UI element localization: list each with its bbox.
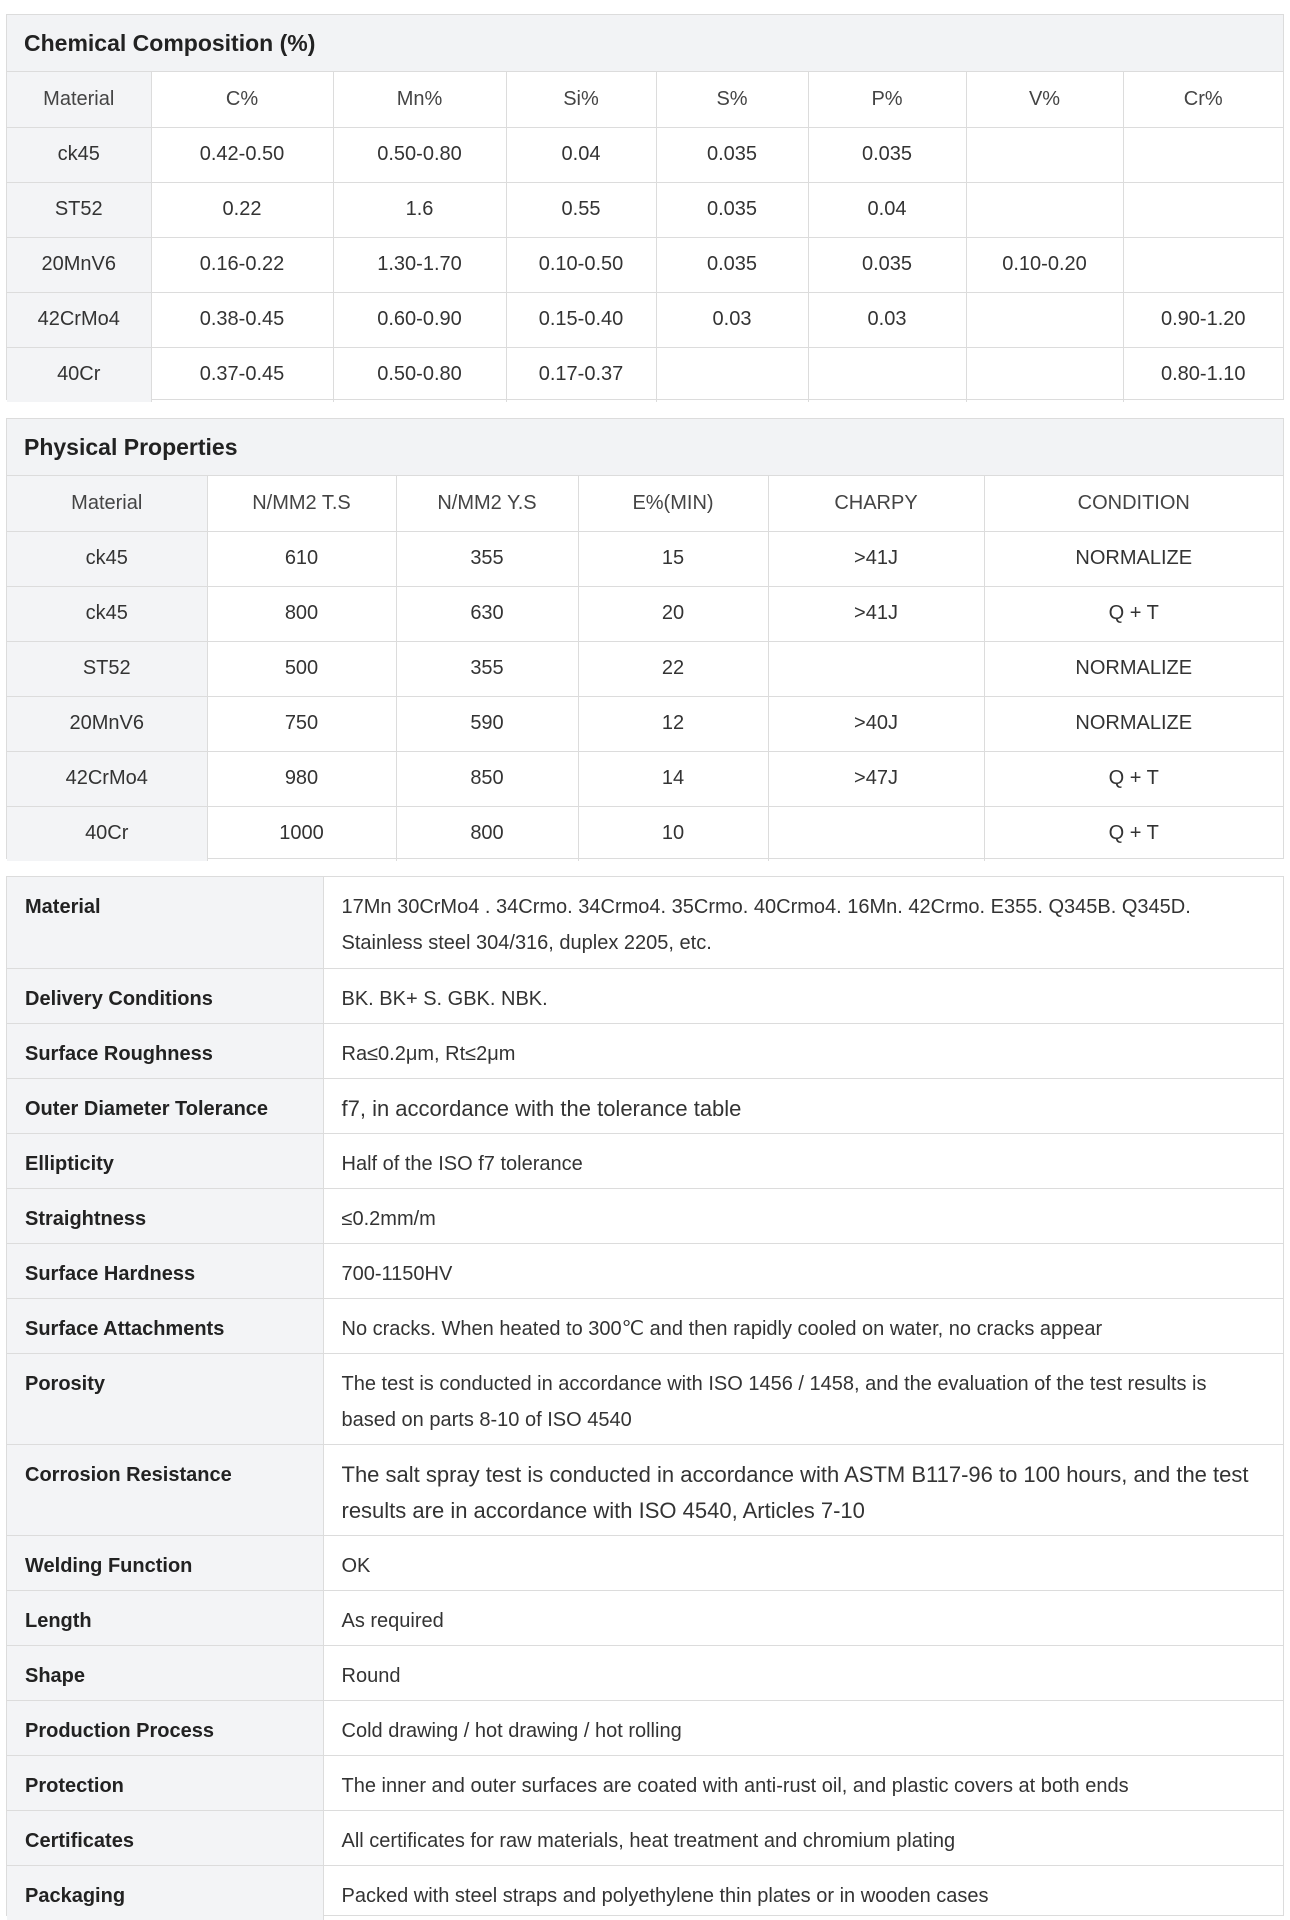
physical-material-cell: ck45 [7,531,207,586]
physical-value-cell: 15 [578,531,768,586]
chemical-header-mn: Mn% [333,72,506,127]
physical-value-cell: Q + T [984,586,1283,641]
spec-value: All certificates for raw materials, heat treatment and chromium plating [323,1810,1283,1865]
spec-label: Protection [7,1755,323,1810]
physical-properties-table [6,418,1284,859]
chemical-header-row [7,72,1283,127]
chemical-value-cell: 0.035 [808,237,966,292]
spec-row-welding-function [7,1535,1283,1590]
physical-value-cell: 800 [396,806,578,861]
spec-row-material [7,877,1283,968]
spec-row-outer-diameter-tolerance [7,1078,1283,1133]
spec-label: Corrosion Resistance [7,1444,323,1535]
physical-row [7,531,1283,586]
physical-header-condition: CONDITION [984,476,1283,531]
physical-value-cell: 500 [207,641,396,696]
spec-row-surface-attachments [7,1298,1283,1353]
physical-row [7,751,1283,806]
chemical-header-c: C% [151,72,333,127]
physical-header-e-min: E%(MIN) [578,476,768,531]
spec-value: Ra≤0.2μm, Rt≤2μm [323,1023,1283,1078]
physical-properties-title: Physical Properties [7,419,1283,476]
spec-label: Straightness [7,1188,323,1243]
spec-value: BK. BK+ S. GBK. NBK. [323,968,1283,1023]
physical-header-charpy: CHARPY [768,476,984,531]
chemical-value-cell [966,347,1123,402]
chemical-value-cell [1123,237,1283,292]
spec-label: Packaging [7,1865,323,1920]
chemical-value-cell: 0.03 [656,292,808,347]
chemical-value-cell [966,182,1123,237]
chemical-header-cr: Cr% [1123,72,1283,127]
physical-value-cell: 800 [207,586,396,641]
spec-value: The salt spray test is conducted in accordance with ASTM B117-96 to 100 hours, and the test results are in accordance with ISO 4540, Articles 7-10 [323,1444,1283,1535]
spec-row-corrosion-resistance [7,1444,1283,1535]
physical-value-cell: 10 [578,806,768,861]
chemical-header-v: V% [966,72,1123,127]
physical-header-n-mm2-y-s: N/MM2 Y.S [396,476,578,531]
chemical-value-cell: 1.6 [333,182,506,237]
physical-header-row [7,476,1283,531]
chemical-value-cell: 0.17-0.37 [506,347,656,402]
physical-value-cell: NORMALIZE [984,641,1283,696]
chemical-material-cell: ST52 [7,182,151,237]
physical-row [7,696,1283,751]
chemical-value-cell: 0.10-0.20 [966,237,1123,292]
physical-material-cell: ck45 [7,586,207,641]
physical-value-cell: 630 [396,586,578,641]
chemical-material-cell: 42CrMo4 [7,292,151,347]
chemical-value-cell: 0.035 [808,127,966,182]
spec-value: Packed with steel straps and polyethylene thin plates or in wooden cases [323,1865,1283,1920]
chemical-value-cell: 0.42-0.50 [151,127,333,182]
physical-material-cell: ST52 [7,641,207,696]
physical-value-cell: 20 [578,586,768,641]
chemical-header-p: P% [808,72,966,127]
spec-value: No cracks. When heated to 300℃ and then rapidly cooled on water, no cracks appear [323,1298,1283,1353]
spec-label: Delivery Conditions [7,968,323,1023]
physical-material-cell: 42CrMo4 [7,751,207,806]
physical-material-cell: 20MnV6 [7,696,207,751]
chemical-value-cell [808,347,966,402]
spec-label: Production Process [7,1700,323,1755]
physical-value-cell: 12 [578,696,768,751]
physical-value-cell: >41J [768,586,984,641]
spec-grid [7,877,1283,1920]
physical-value-cell [768,806,984,861]
physical-row [7,586,1283,641]
chemical-value-cell [1123,127,1283,182]
chemical-value-cell: 0.50-0.80 [333,127,506,182]
spec-row-surface-hardness [7,1243,1283,1298]
spec-row-certificates [7,1810,1283,1865]
spec-label: Surface Attachments [7,1298,323,1353]
chemical-material-cell: 40Cr [7,347,151,402]
physical-row [7,641,1283,696]
physical-row [7,806,1283,861]
physical-value-cell: 22 [578,641,768,696]
spec-value: ≤0.2mm/m [323,1188,1283,1243]
spec-row-straightness [7,1188,1283,1243]
chemical-value-cell [966,292,1123,347]
chemical-material-cell: 20MnV6 [7,237,151,292]
spec-value: Half of the ISO f7 tolerance [323,1133,1283,1188]
spec-label: Shape [7,1645,323,1700]
spec-value: The test is conducted in accordance with ISO 1456 / 1458, and the evaluation of the test results is based on parts 8-10 of ISO 4540 [323,1353,1283,1444]
spec-value: OK [323,1535,1283,1590]
physical-value-cell [768,641,984,696]
chemical-value-cell: 0.60-0.90 [333,292,506,347]
chemical-grid [7,72,1283,402]
physical-value-cell: 980 [207,751,396,806]
spec-row-shape [7,1645,1283,1700]
physical-value-cell: NORMALIZE [984,696,1283,751]
chemical-value-cell: 0.90-1.20 [1123,292,1283,347]
chemical-value-cell: 0.10-0.50 [506,237,656,292]
physical-value-cell: Q + T [984,751,1283,806]
chemical-value-cell: 0.50-0.80 [333,347,506,402]
chemical-value-cell: 0.38-0.45 [151,292,333,347]
chemical-value-cell [966,127,1123,182]
chemical-header-si: Si% [506,72,656,127]
spec-row-porosity [7,1353,1283,1444]
chemical-header-s: S% [656,72,808,127]
spec-value: As required [323,1590,1283,1645]
spec-row-surface-roughness [7,1023,1283,1078]
chemical-composition-table [6,14,1284,400]
physical-value-cell: 610 [207,531,396,586]
chemical-value-cell: 0.035 [656,127,808,182]
chemical-row [7,182,1283,237]
chemical-value-cell: 0.16-0.22 [151,237,333,292]
spec-label: Porosity [7,1353,323,1444]
physical-value-cell: 850 [396,751,578,806]
spec-label: Surface Hardness [7,1243,323,1298]
spec-value: Round [323,1645,1283,1700]
physical-header-n-mm2-t-s: N/MM2 T.S [207,476,396,531]
spec-row-packaging [7,1865,1283,1920]
spec-value: The inner and outer surfaces are coated with anti-rust oil, and plastic covers at both ends [323,1755,1283,1810]
chemical-value-cell: 0.03 [808,292,966,347]
chemical-value-cell: 0.80-1.10 [1123,347,1283,402]
chemical-value-cell: 0.035 [656,182,808,237]
spec-label: Certificates [7,1810,323,1865]
physical-value-cell: 14 [578,751,768,806]
physical-value-cell: 590 [396,696,578,751]
chemical-value-cell: 0.035 [656,237,808,292]
physical-value-cell: 1000 [207,806,396,861]
specifications-table [6,876,1284,1916]
chemical-value-cell: 0.04 [506,127,656,182]
physical-value-cell: 355 [396,641,578,696]
chemical-row [7,292,1283,347]
physical-value-cell: >41J [768,531,984,586]
physical-value-cell: >40J [768,696,984,751]
spec-row-length [7,1590,1283,1645]
spec-row-production-process [7,1700,1283,1755]
chemical-composition-title: Chemical Composition (%) [7,15,1283,72]
spec-value: Cold drawing / hot drawing / hot rolling [323,1700,1283,1755]
spec-label: Surface Roughness [7,1023,323,1078]
chemical-value-cell: 0.04 [808,182,966,237]
spec-value: 700-1150HV [323,1243,1283,1298]
chemical-value-cell: 0.37-0.45 [151,347,333,402]
chemical-value-cell: 0.22 [151,182,333,237]
physical-grid [7,476,1283,861]
chemical-value-cell: 0.55 [506,182,656,237]
chemical-header-material: Material [7,72,151,127]
spec-label: Welding Function [7,1535,323,1590]
physical-value-cell: 750 [207,696,396,751]
physical-value-cell: NORMALIZE [984,531,1283,586]
physical-value-cell: Q + T [984,806,1283,861]
chemical-value-cell [1123,182,1283,237]
chemical-row [7,347,1283,402]
spec-row-delivery-conditions [7,968,1283,1023]
physical-value-cell: >47J [768,751,984,806]
chemical-row [7,237,1283,292]
chemical-material-cell: ck45 [7,127,151,182]
physical-header-material: Material [7,476,207,531]
spec-value: f7, in accordance with the tolerance table [323,1078,1283,1133]
chemical-row [7,127,1283,182]
spec-label: Material [7,877,323,968]
spec-label: Ellipticity [7,1133,323,1188]
physical-material-cell: 40Cr [7,806,207,861]
spec-row-ellipticity [7,1133,1283,1188]
physical-value-cell: 355 [396,531,578,586]
spec-label: Length [7,1590,323,1645]
chemical-value-cell: 1.30-1.70 [333,237,506,292]
spec-row-protection [7,1755,1283,1810]
chemical-value-cell [656,347,808,402]
spec-value: 17Mn 30CrMo4 . 34Crmo. 34Crmo4. 35Crmo. 40Crmo4. 16Mn. 42Crmo. E355. Q345B. Q345D. Stainless steel 304/316, duplex 2205, etc. [323,877,1283,968]
chemical-value-cell: 0.15-0.40 [506,292,656,347]
spec-label: Outer Diameter Tolerance [7,1078,323,1133]
